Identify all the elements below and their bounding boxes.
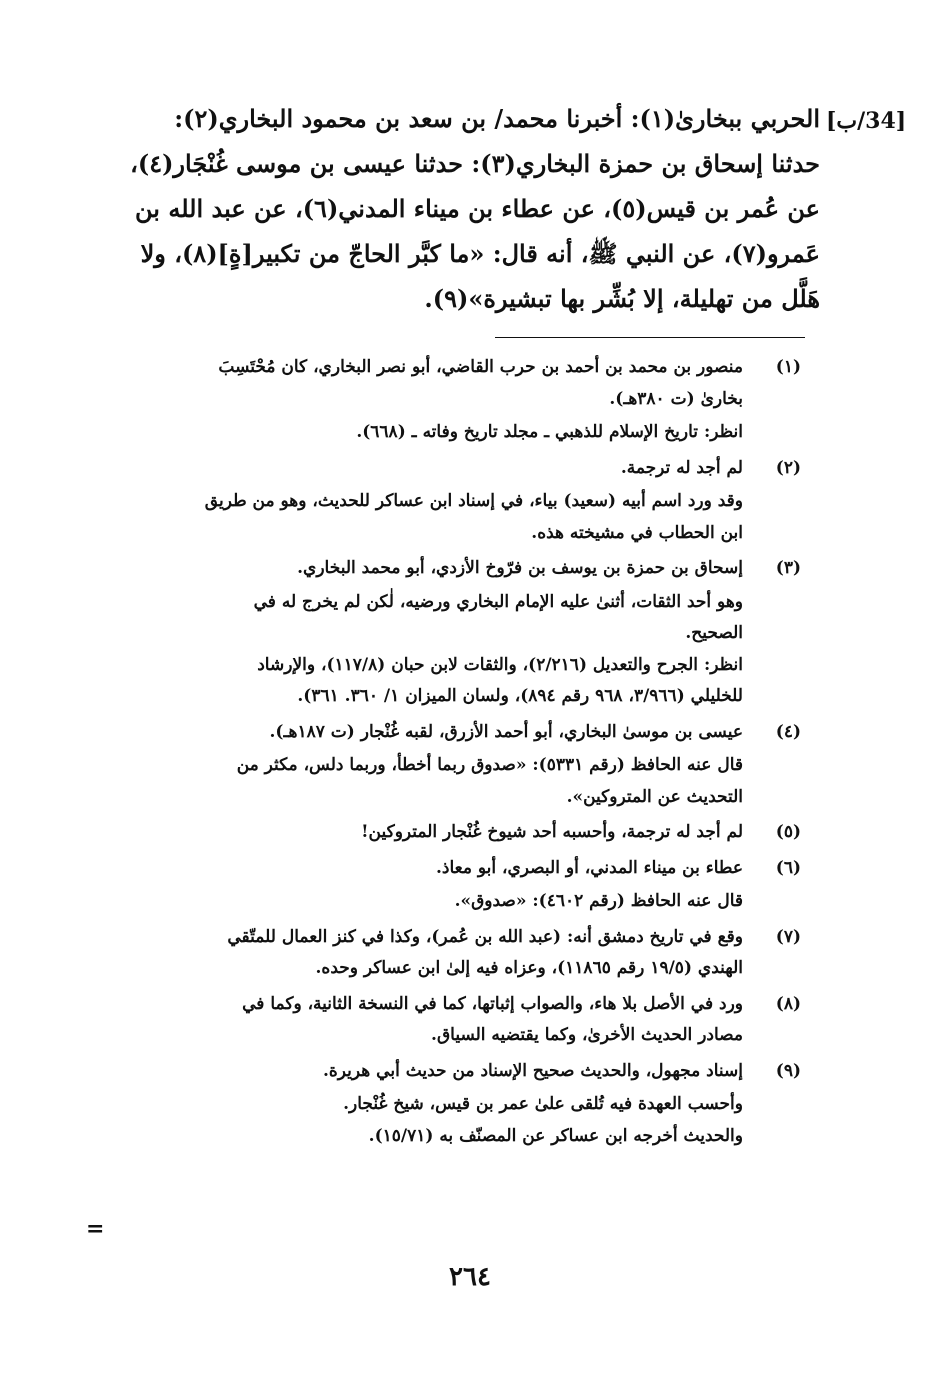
footnote: [100, 853, 805, 918]
main-text-line: عَمرو(٧)، عن النبي ﷺ، أنه قال: «ما كبَّر الحاجّ من تكبير[ةٍ](٨)، ولا: [140, 239, 820, 268]
footnote-line: للخليلي (٣/٩٦٦، ٩٦٨ رقم ٨٩٤)، ولسان الميزان ١/ ٣٦٠. ٣٦١).: [297, 686, 743, 706]
footnote-line: قال عنه الحافظ (رقم ٤٦٠٢): «صدوق».: [454, 891, 743, 911]
footnote-line: والحديث أخرجه ابن عساكر عن المصنّف به (١٥/٧١).: [368, 1125, 743, 1146]
footnote-body: [100, 922, 743, 985]
footnote: [100, 922, 805, 985]
footnotes-section: [100, 352, 805, 1152]
footnote-number: (٦): [775, 857, 801, 878]
footnote-line: إسحاق بن حمزة بن يوسف بن فرّوخ الأزدي، أبو محمد البخاري.: [297, 558, 743, 578]
page-number: ٢٦٤: [449, 1262, 491, 1292]
footnote-number: (٨): [775, 993, 801, 1014]
footnote-number: (٥): [775, 822, 801, 842]
footnote: [100, 1056, 805, 1153]
footnote-line: وقد ورد اسم أبيه (سعيد) بياء، في إسناد ابن عساكر للحديث، وهو من طريق: [204, 491, 743, 511]
footnote-line: الصحيح.: [685, 623, 743, 643]
footnote: [100, 553, 805, 713]
footnote-line: لم أجد له ترجمة.: [620, 457, 743, 478]
footnote-number: (٤): [775, 721, 801, 742]
footnote-line: لم أجد له ترجمة، وأحسبه أحد شيوخ غُنْجار المتروكين!: [361, 822, 743, 842]
footnote: [100, 989, 805, 1052]
footnote-line: منصور بن محمد بن أحمد بن حرب القاضي، أبو نصر البخاري، كان مُحْتَسِبَ: [218, 357, 743, 377]
footnote-number: (٩): [775, 1060, 801, 1081]
footnote-line: ورد في الأصل بلا هاء، والصواب إثباتها، كما في النسخة الثانية، وكما في: [242, 993, 743, 1014]
footnote-line: انظر: الجرح والتعديل (٢/٢١٦)، والثقات لابن حبان (١١٧/٨)، والإرشاد: [257, 654, 743, 675]
footnote-number: (٧): [775, 926, 801, 947]
main-text-line: حدثنا إسحاق بن حمزة البخاري(٣): حدثنا عيسى بن موسى غُنْجَار(٤)،: [130, 149, 820, 178]
footnote-body: [100, 553, 743, 713]
footnote-line: قال عنه الحافظ (رقم ٥٣٣١): «صدوق ربما أخطأ، وربما دلس، مكثر من: [236, 755, 743, 775]
footnote-line: وأحسب العهدة فيه تُلقى علىٰ عمر بن قيس، شيخ غُنْجار.: [343, 1094, 743, 1114]
footnote-line: وقع في تاريخ دمشق أنه: (عبد الله بن عُمر)، وكذا في كنز العمال للمتّقي: [227, 926, 743, 947]
footnote-line: التحديث عن المتروكين».: [566, 786, 743, 807]
footnote: [100, 817, 805, 849]
footnote-line: ابن الحطاب في مشيخته هذه.: [531, 522, 743, 543]
footnote: [100, 352, 805, 449]
main-text-line: عن عُمر بن قيس(٥)، عن عطاء بن ميناء المدني(٦)، عن عبد الله بن: [135, 194, 820, 223]
footnote-number: (١): [775, 357, 801, 377]
footnote-line: عطاء بن ميناء المدني، أو البصري، أبو معاذ.: [435, 857, 743, 878]
footnote-line: إسناد مجهول، والحديث صحيح الإسناد من حديث أبي هريرة.: [322, 1060, 743, 1081]
main-text-line: الحربي ببخارىٰ(١): أخبرنا محمد/ بن سعد بن محمود البخاري(٢):: [174, 104, 820, 133]
footnote-body: [100, 352, 743, 449]
main-text-line: هَلَّل من تهليلة، إلا بُشِّر بها تبشيرة»(٩).: [424, 284, 820, 313]
footnote-line: وهو أحد الثقات، أثنىٰ عليه الإمام البخاري ورضيه، لٰكن لم يخرج له في: [253, 591, 743, 612]
main-hadith-text: [100, 96, 820, 321]
footnote-number: (٣): [775, 558, 801, 578]
footnote-body: [100, 453, 743, 550]
footnote-line: مصادر الحديث الأخرىٰ، وكما يقتضيه السياق.: [431, 1025, 743, 1045]
footnote-body: [100, 1056, 743, 1153]
footnote-body: [100, 989, 743, 1052]
footnote-line: عيسى بن موسىٰ البخاري، أبو أحمد الأزرق، لقبه غُنْجار (ت ١٨٧هـ).: [269, 721, 743, 742]
footnote-line: انظر: تاريخ الإسلام للذهبي ـ مجلد تاريخ وفاته ـ (٦٦٨).: [356, 422, 743, 442]
margin-folio-reference: [34/ب]: [826, 108, 907, 134]
footnote-body: [100, 717, 743, 814]
continuation-mark: =: [86, 1216, 105, 1242]
footnote: [100, 453, 805, 550]
footnote: [100, 717, 805, 814]
footnote-separator-rule: [495, 337, 805, 338]
footnote-body: [100, 817, 743, 849]
footnote-body: [100, 853, 743, 918]
footnote-line: بخارىٰ (ت ٣٨٠هـ).: [609, 388, 743, 409]
footnote-line: الهندي (١٩/٥ رقم ١١٨٦٥)، وعزاه فيه إلىٰ ابن عساكر وحده.: [315, 958, 743, 978]
footnote-number: (٢): [775, 457, 801, 478]
